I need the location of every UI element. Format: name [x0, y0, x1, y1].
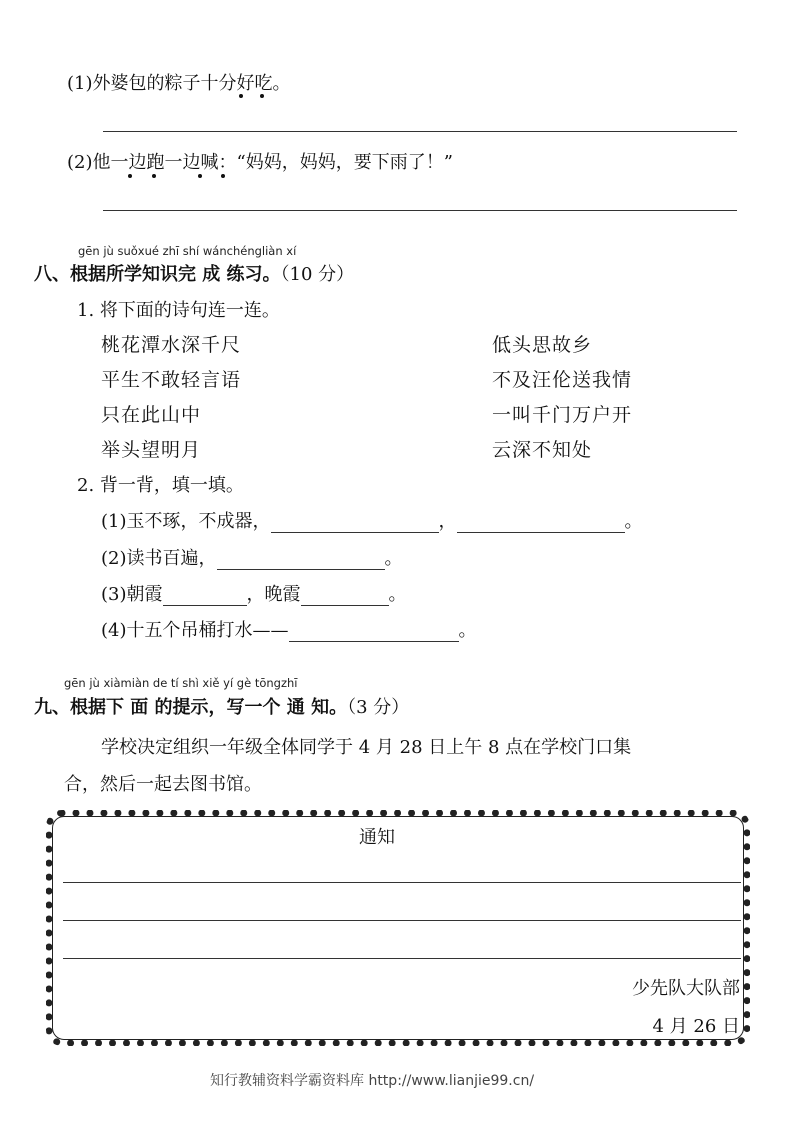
fill-item-4: [101, 616, 477, 642]
section-8-title: [34, 260, 354, 286]
poem-left-1[interactable]: 桃花潭水深千尺: [101, 334, 242, 356]
poem-left-3[interactable]: 只在此山中: [101, 404, 202, 426]
fill-1-blank-b[interactable]: [457, 514, 625, 533]
notice-prompt-line-1: 学校决定组织一年级全体同学于 4 月 28 日上午 8 点在学校门口集: [101, 737, 632, 758]
fill-2-end: 。: [384, 548, 403, 569]
poem-right-2[interactable]: 不及汪伦送我情: [492, 369, 633, 391]
notice-writing-line-2[interactable]: [63, 920, 741, 921]
section-8-points: （10 分）: [280, 264, 355, 285]
poem-right-3[interactable]: 一叫千门万户开: [492, 404, 633, 426]
notice-writing-line-1[interactable]: [63, 882, 741, 883]
fill-4-prefix: (4)十五个吊桶打水——: [101, 620, 289, 641]
emphasis-dot: [239, 94, 243, 98]
answer-line-7-2[interactable]: [103, 210, 737, 211]
fill-4-end: 。: [458, 620, 477, 641]
poem-right-1[interactable]: 低头思故乡: [492, 334, 593, 356]
section-8-title-text: 八、根据所学知识完 成 练习。: [34, 264, 281, 285]
fill-2-prefix: (2)读书百遍，: [101, 548, 217, 569]
poem-right-4[interactable]: 云深不知处: [492, 439, 593, 461]
fill-1-mid: ，: [438, 511, 457, 532]
poem-left-2[interactable]: 平生不敢轻言语: [101, 369, 242, 391]
notice-prompt-line-2: 合，然后一起去图书馆。: [64, 774, 262, 795]
fill-3-prefix: (3)朝霞: [101, 584, 163, 605]
notice-writing-line-3[interactable]: [63, 958, 741, 959]
q8-2-title: 2. 背一背，填一填。: [77, 475, 244, 496]
section-9-title: [34, 693, 409, 719]
section-8-pinyin: gēn jù suǒxué zhī shí wánchéngliàn xí: [78, 244, 297, 258]
emphasis-dot: [128, 174, 132, 178]
emphasis-dot: [221, 174, 225, 178]
fill-4-blank[interactable]: [289, 623, 459, 642]
emphasis-dot: [260, 94, 264, 98]
fill-3-blank-b[interactable]: [301, 587, 389, 606]
question-7-2: (2)他一边跑一边喊：“妈妈，妈妈，要下雨了！”: [67, 152, 453, 173]
fill-1-blank-a[interactable]: [271, 514, 439, 533]
fill-3-mid: ，晚霞: [246, 584, 301, 605]
section-9-title-text: 九、根据下 面 的提示，写一个 通 知。: [34, 697, 348, 718]
footer-watermark: 知行教辅资料学霸资料库 http://www.lianjie99.cn/: [210, 1073, 535, 1089]
fill-item-1: [101, 507, 643, 533]
fill-3-blank-a[interactable]: [163, 587, 247, 606]
notice-heading: 通知: [359, 827, 395, 848]
section-9-pinyin: gēn jù xiàmiàn de tí shì xiě yí gè tōngzhī: [64, 676, 298, 690]
section-9-points: （3 分）: [347, 697, 410, 718]
emphasis-dot: [152, 174, 156, 178]
fill-1-prefix: (1)玉不琢，不成器，: [101, 511, 271, 532]
fill-3-end: 。: [388, 584, 407, 605]
fill-2-blank[interactable]: [217, 551, 385, 570]
question-7-1: (1)外婆包的粽子十分好吃。: [67, 73, 291, 94]
poem-left-4[interactable]: 举头望明月: [101, 439, 202, 461]
notice-signature: 少先队大队部: [632, 978, 740, 999]
notice-box: [52, 816, 744, 1040]
emphasis-dot: [198, 174, 202, 178]
fill-item-2: [101, 544, 403, 570]
fill-1-end: 。: [624, 511, 643, 532]
fill-item-3: [101, 580, 407, 606]
q8-1-title: 1. 将下面的诗句连一连。: [77, 300, 280, 321]
notice-date: 4 月 26 日: [652, 1016, 740, 1037]
answer-line-7-1[interactable]: [103, 131, 737, 132]
